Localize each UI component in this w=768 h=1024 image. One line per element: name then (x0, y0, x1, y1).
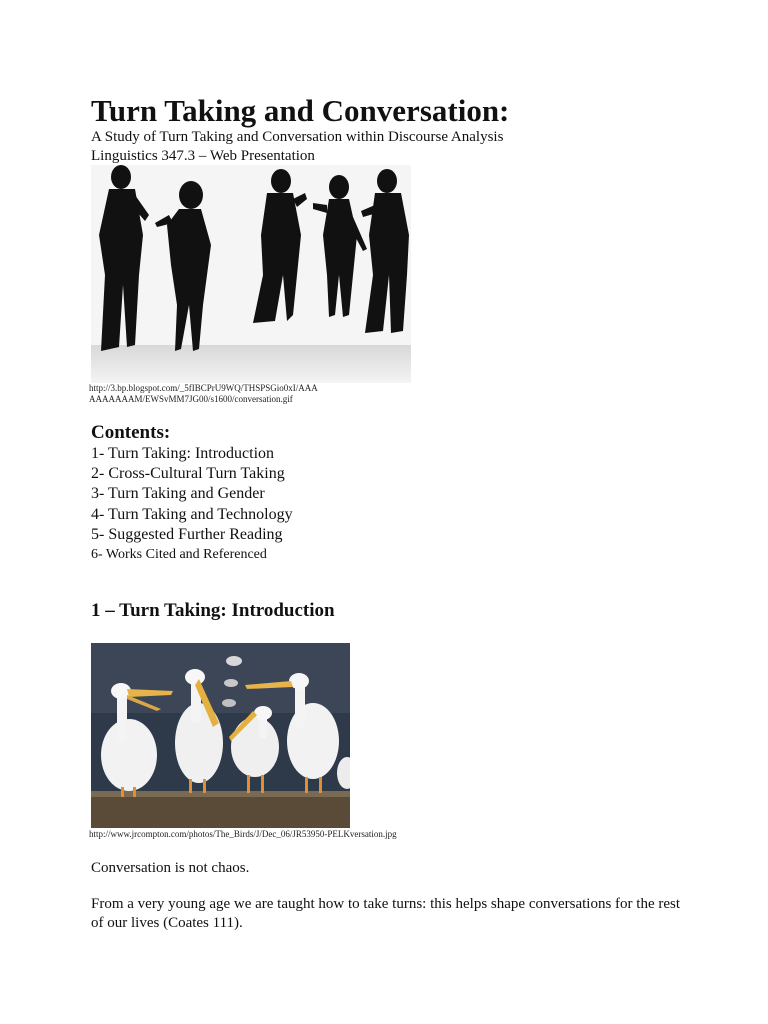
subtitle-line-2: Linguistics 347.3 – Web Presentation (91, 148, 315, 164)
image1-caption-line-2: AAAAAAAM/EWSvMM7JG00/s1600/conversation.gif (89, 394, 293, 404)
subtitle (91, 128, 503, 166)
image1-caption-line-1: http://3.bp.blogspot.com/_5fIBCPrU9WQ/THSPSGio0xI/AAA (89, 383, 318, 393)
image2-caption: http://www.jrcompton.com/photos/The_Birds/J/Dec_06/JR53950-PELKversation.jpg (89, 829, 397, 839)
paragraph: From a very young age we are taught how to take turns: this helps shape conversations for the rest of our lives (Coates 111). (91, 896, 681, 931)
contents-item: 2- Cross-Cultural Turn Taking (91, 465, 285, 483)
contents-list (91, 444, 293, 565)
contents-heading: Contents: (91, 422, 171, 443)
section1-heading: 1 – Turn Taking: Introduction (91, 600, 335, 621)
contents-item: 1- Turn Taking: Introduction (91, 445, 275, 462)
contents-item: 3- Turn Taking and Gender (91, 485, 265, 503)
contents-item: 5- Suggested Further Reading (91, 525, 283, 543)
people-conversation-silhouettes-image (91, 165, 411, 383)
page-title: Turn Taking and Conversation: (91, 93, 510, 128)
subtitle-line-1: A Study of Turn Taking and Conversation within Discourse Analysis (91, 129, 504, 145)
image1-caption (89, 383, 318, 405)
paragraph: Conversation is not chaos. (91, 860, 250, 876)
pelicans-photo-image (91, 643, 350, 828)
contents-item: 6- Works Cited and Referenced (91, 547, 267, 563)
contents-item: 4- Turn Taking and Technology (91, 505, 293, 523)
